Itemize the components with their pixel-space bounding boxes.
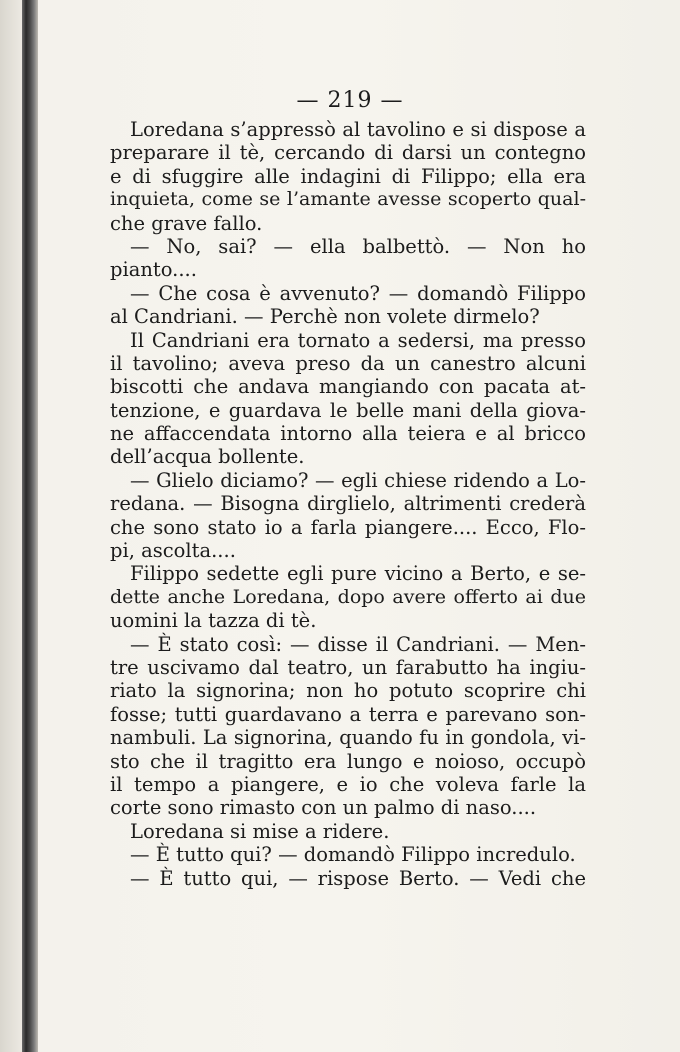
text-line: che grave fallo.: [110, 211, 263, 235]
text-line: — Che cosa è avvenuto? — domandò Filippo: [130, 281, 586, 305]
text-line: — È tutto qui, — rispose Berto. — Vedi che: [130, 866, 586, 890]
text-line: che sono stato io a farla piangere.... Ecco, Flo-: [110, 515, 586, 539]
text-line: e di sfuggire alle indagini di Filippo; ella era: [110, 164, 586, 188]
text-line: biscotti che andava mangiando con pacata at-: [110, 375, 586, 399]
text-line: corte sono rimasto con un palmo di naso....: [110, 796, 537, 820]
text-line: pi, ascolta....: [110, 539, 236, 563]
text-line: il tavolino; aveva preso da un canestro alcuni: [110, 351, 586, 375]
text-line: uomini la tazza di tè.: [110, 609, 317, 633]
text-line: Loredana si mise a ridere.: [130, 819, 390, 843]
text-line: Il Candriani era tornato a sedersi, ma presso: [130, 328, 586, 352]
text-line: nambuli. La signorina, quando fu in gondola, vi-: [110, 726, 586, 750]
text-line: Loredana s’appressò al tavolino e si dispose a: [130, 118, 586, 141]
text-line: — È stato così: — disse il Candriani. — Men-: [130, 632, 586, 656]
page-edge: [0, 0, 22, 1052]
text-line: redana. — Bisogna dirglielo, altrimenti crederà: [110, 492, 586, 516]
body-text: [110, 118, 586, 890]
text-line: dette anche Loredana, dopo avere offerto ai due: [110, 585, 586, 608]
text-line: fosse; tutti guardavano a terra e parevano son-: [110, 702, 586, 726]
text-line: pianto....: [110, 258, 197, 282]
text-line: — Glielo diciamo? — egli chiese ridendo a Lo-: [130, 468, 586, 492]
page-number: — 219 —: [296, 88, 404, 113]
text-line: Filippo sedette egli pure vicino a Berto, e se-: [130, 562, 586, 586]
text-line: il tempo a piangere, e io che voleva farle la: [110, 772, 586, 796]
text-line: — No, sai? — ella balbettò. — Non ho: [130, 234, 586, 258]
text-line: inquieta, come se l’amante avesse scoperto qual-: [110, 188, 586, 211]
text-line: dell’acqua bollente.: [110, 445, 305, 469]
text-line: riato la signorina; non ho potuto scoprire chi: [110, 679, 586, 703]
text-line: al Candriani. — Perchè non volete dirmelo?: [110, 305, 540, 329]
text-line: — È tutto qui? — domandò Filippo incredulo.: [130, 843, 576, 867]
text-line: preparare il tè, cercando di darsi un contegno: [110, 141, 586, 165]
book-spine-shadow: [22, 0, 38, 1052]
text-line: tenzione, e guardava le belle mani della giova-: [110, 398, 586, 422]
text-line: ne affaccendata intorno alla teiera e al bricco: [110, 422, 586, 446]
text-line: sto che il tragitto era lungo e noioso, occupò: [110, 749, 586, 773]
text-line: tre uscivamo dal teatro, un farabutto ha ingiu-: [110, 655, 586, 679]
